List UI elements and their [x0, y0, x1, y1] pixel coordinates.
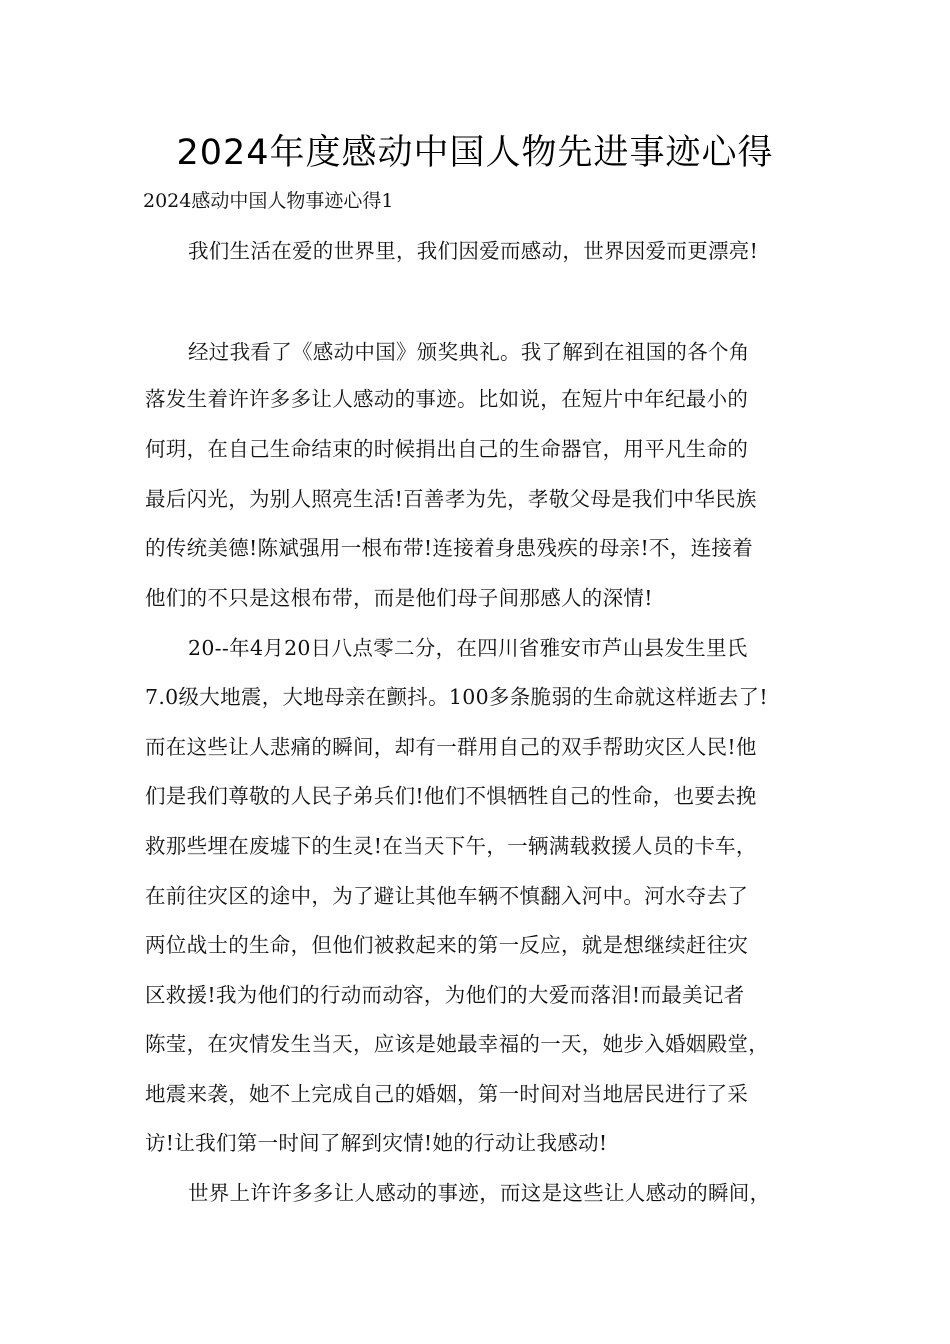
document-subtitle: 2024感动中国人物事迹心得1 [143, 190, 394, 212]
paragraph-line: 访!让我们第一时间了解到灾情!她的行动让我感动! [145, 1131, 608, 1155]
paragraph-line: 们是我们尊敬的人民子弟兵们!他们不惧牺牲自己的性命，也要去挽 [145, 784, 757, 808]
paragraph-line: 地震来袭，她不上完成自己的婚姻，第一时间对当地居民进行了采 [145, 1082, 749, 1106]
paragraph-line: 经过我看了《感动中国》颁奖典礼。我了解到在祖国的各个角 [188, 340, 750, 364]
paragraph-line: 我们生活在爱的世界里，我们因爱而感动，世界因爱而更漂亮! [188, 239, 759, 263]
paragraph-line: 两位战士的生命，但他们被救起来的第一反应，就是想继续赶往灾 [145, 933, 749, 957]
paragraph-line: 7.0级大地震，大地母亲在颤抖。100多条脆弱的生命就这样逝去了! [145, 685, 768, 709]
paragraph-line: 陈莹，在灾情发生当天，应该是她最幸福的一天，她步入婚姻殿堂， [145, 1032, 769, 1056]
paragraph-line: 救那些埋在废墟下的生灵!在当天下午，一辆满载救援人员的卡车， [145, 834, 757, 858]
paragraph-line: 他们的不只是这根布带，而是他们母子间那感人的深情! [145, 586, 653, 610]
paragraph-line: 区救援!我为他们的行动而动容，为他们的大爱而落泪!而最美记者 [145, 983, 745, 1007]
document-title: 2024年度感动中国人物先进事迹心得 [176, 133, 774, 173]
paragraph-line: 落发生着许许多多让人感动的事迹。比如说，在短片中年纪最小的 [145, 387, 749, 411]
paragraph-line: 的传统美德!陈斌强用一根布带!连接着身患残疾的母亲!不，连接着 [145, 536, 754, 560]
paragraph-line: 20--年4月20日八点零二分，在四川省雅安市芦山县发生里氏 [188, 636, 748, 660]
paragraph-line: 最后闪光，为别人照亮生活!百善孝为先，孝敬父母是我们中华民族 [145, 487, 757, 511]
paragraph-line: 而在这些让人悲痛的瞬间，却有一群用自己的双手帮助灾区人民!他 [145, 735, 757, 759]
paragraph-line: 在前往灾区的途中，为了避让其他车辆不慎翻入河中。河水夺去了 [145, 884, 749, 908]
paragraph-line: 何玥，在自己生命结束的时候捐出自己的生命器官，用平凡生命的 [145, 437, 749, 461]
paragraph-line: 世界上许许多多让人感动的事迹，而这是这些让人感动的瞬间， [188, 1181, 771, 1205]
